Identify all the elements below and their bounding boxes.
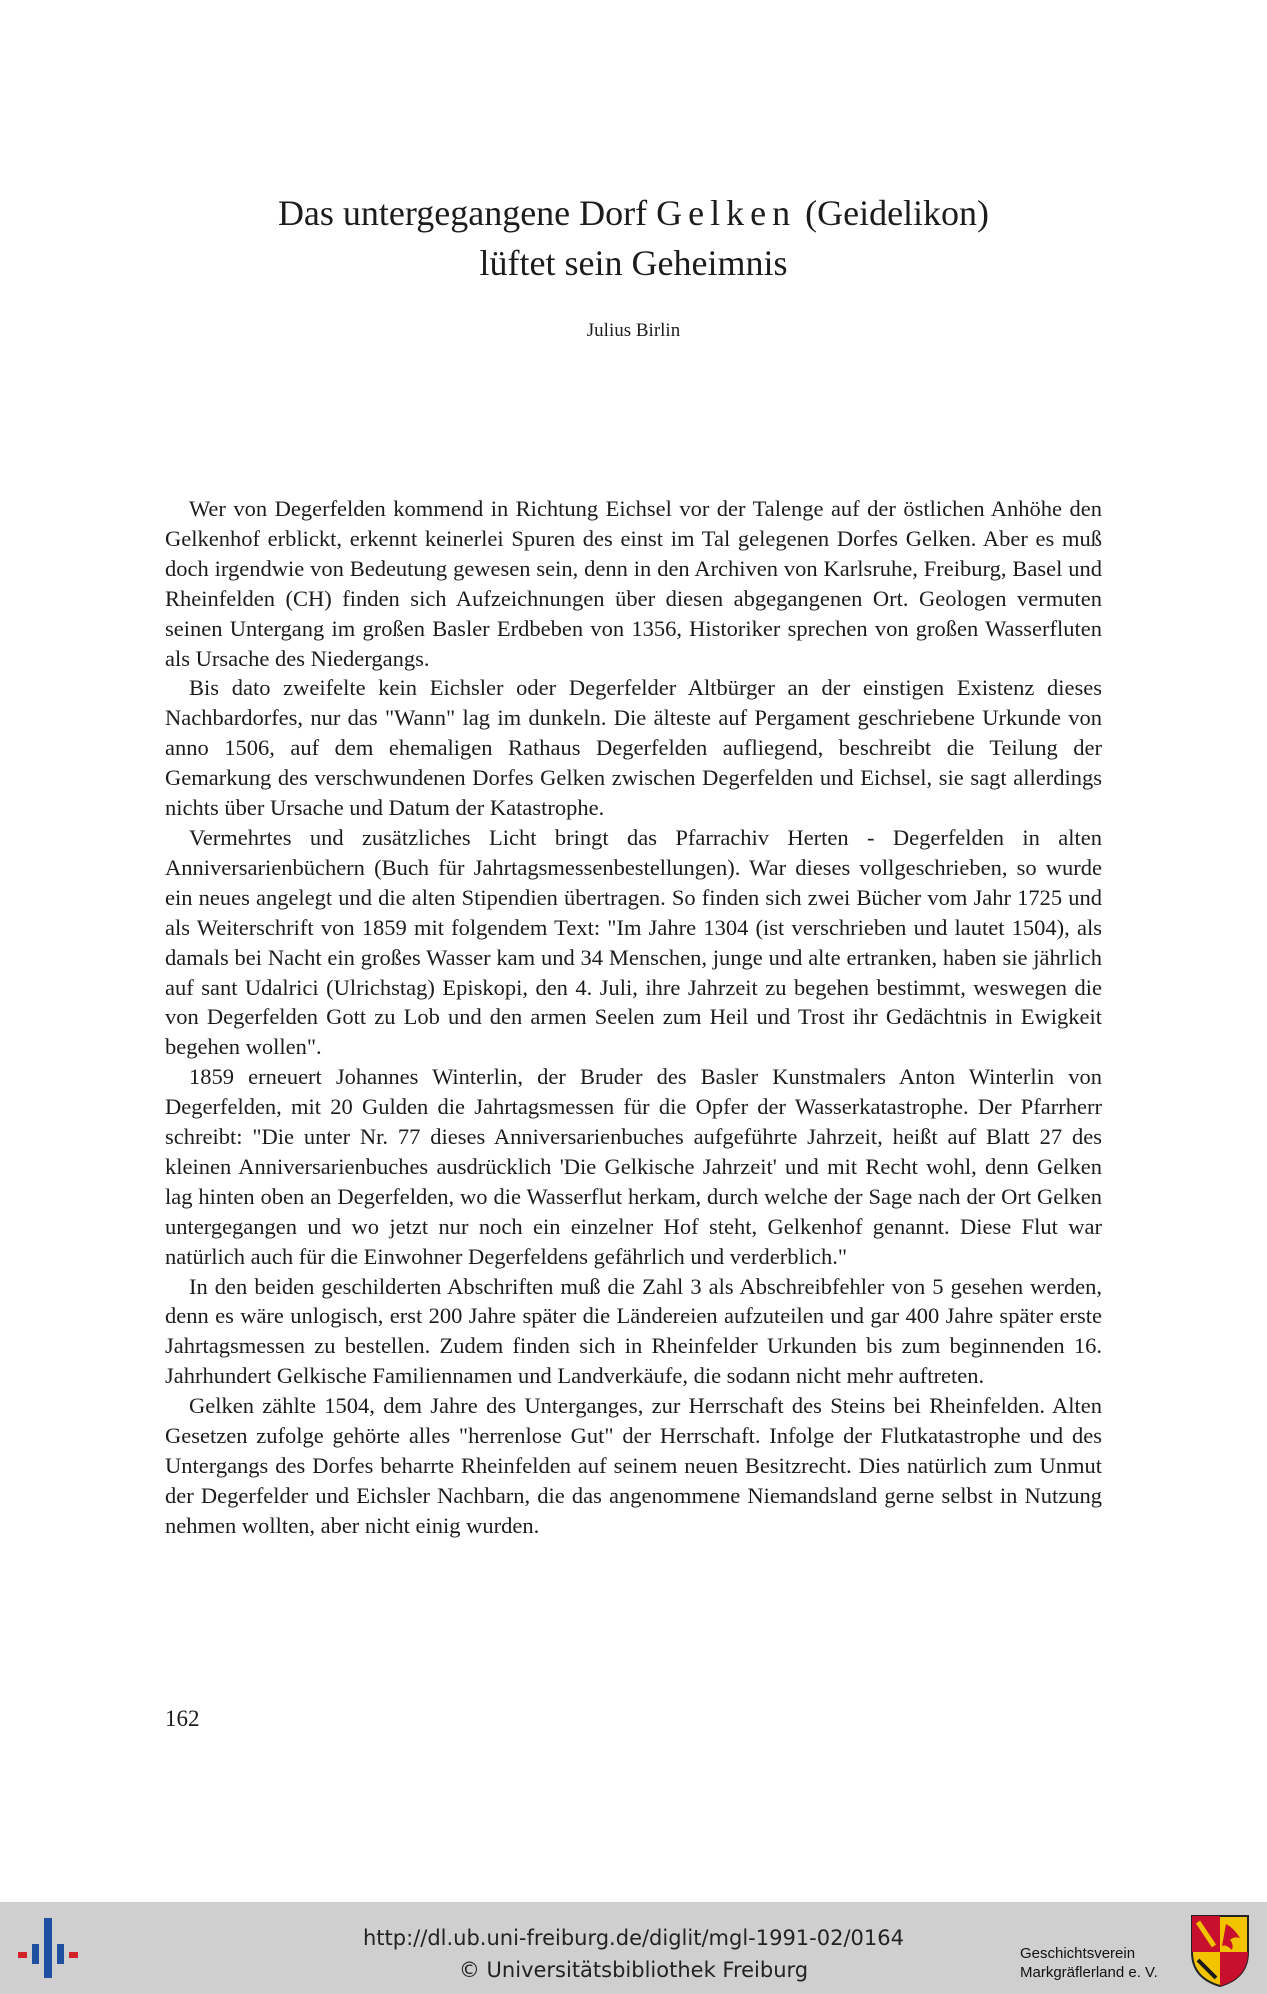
paragraph: Wer von Degerfelden kommend in Richtung Eichsel vor der Talenge auf der östlichen Anhöhe den Gelkenhof erblickt, erkennt keinerlei Spuren des einst im Tal gelegenen Dorfes Gelken. Aber es muß doch irgendwie von Bedeutung gewesen sein, denn in den Archiven von Karlsruhe, Freiburg, Basel und Rheinfelden (CH) finden sich Aufzeichnungen über diesen abgegangenen Ort. Geologen vermuten seinen Untergang im großen Basler Erdbeben von 1356, Historiker sprechen von großen Wasserfluten als Ursache des Niedergangs. [165,496,1102,671]
society-line-1: Geschichtsverein [1020,1945,1136,1962]
society-name [1020,1944,1158,1982]
footer-copyright: © Universitätsbibliothek Freiburg [458,1958,809,1982]
title-line-1 [0,188,1267,238]
title-line-1-post: (Geidelikon) [796,193,990,233]
footer-bar [0,1902,1267,1994]
title-village-name: Gelken [656,193,797,233]
article-title [0,188,1267,288]
page-number: 162 [165,1706,200,1731]
paragraph: Gelken zählte 1504, dem Jahre des Unterganges, zur Herrschaft des Steins bei Rheinfelden. Alten Gesetzen zufolge gehörte alles "herrenlose Gut" der Herrschaft. Infolge der Flutkatastrophe und des Untergangs des Dorfes beharrte Rheinfelden auf seinem neuen Besitzrecht. Dies natürlich zum Unmut der Degerfelder und Eichsler Nachbarn, die das angenommene Niemandsland gerne selbst in Nutzung nehmen wollten, aber nicht einig wurden. [165,1393,1102,1538]
author-name: Julius Birlin [586,320,681,341]
title-line-2: lüftet sein Geheimnis [479,243,788,283]
paragraph: 1859 erneuert Johannes Winterlin, der Bruder des Basler Kunstmalers Anton Winterlin von Degerfelden, mit 20 Gulden die Jahrtagsmessen für die Opfer der Wasserkatastrophe. Der Pfarrherr schreibt: "Die unter Nr. 77 dieses Anniversarienbuches aufgeführte Jahrzeit, heißt auf Blatt 27 des kleinen Anniversarienbuches ausdrücklich 'Die Gelkische Jahrzeit' und mit Recht wohl, denn Gelken lag hinten oben an Degerfelden, wo die Wasserflut herkam, durch welche der Sage nach der Ort Gelken untergegangen und wo jetzt nur noch ein einzelner Hof steht, Gelkenhof genannt. Diese Flut war natürlich auch für die Einwohner Degerfeldens gefährlich und verderblich." [165,1064,1102,1269]
article-body [165,494,1102,1541]
coat-of-arms-icon [1188,1912,1252,1988]
paragraph: Bis dato zweifelte kein Eichsler oder Degerfelder Altbürger an der einstigen Existenz dieses Nachbardorfes, nur das "Wann" lag im dunkeln. Die älteste auf Pergament geschriebene Urkunde von anno 1506, auf dem ehemaligen Rathaus Degerfelden aufliegend, beschreibt die Teilung der Gemarkung des verschwundenen Dorfes Gelken zwischen Degerfelden und Eichsel, sie sagt allerdings nichts über Ursache und Datum der Katastrophe. [165,675,1102,821]
society-line-2: Markgräflerland e. V. [1020,1964,1158,1981]
footer-url-link[interactable]: http://dl.ub.uni-freiburg.de/diglit/mgl-1991-02/0164 [362,1926,904,1950]
paragraph: In den beiden geschilderten Abschriften muß die Zahl 3 als Abschreibfehler von 5 gesehen werden, denn es wäre unlogisch, erst 200 Jahre später die Ländereien aufzuteilen und gar 400 Jahre später erste Jahrtagsmessen zu bestellen. Zudem finden sich in Rheinfelder Urkunden bis zum beginnenden 16. Jahrhundert Gelkische Familiennamen und Landverkäufe, die sodann nicht mehr auftreten. [165,1273,1102,1389]
title-line-1-pre: Das untergegangene Dorf [277,193,657,233]
paragraph: Vermehrtes und zusätzliches Licht bringt das Pfarrachiv Herten - Degerfelden in alten Anniversarienbüchern (Buch für Jahrtagsmessenbestellungen). War dieses vollgeschrieben, so wurde ein neues angelegt und die alten Stipendien übertragen. So finden sich zwei Bücher vom Jahr 1725 und als Weiterschrift von 1859 mit folgendem Text: "Im Jahre 1304 (ist verschrieben und lautet 1504), als damals bei Nacht ein großes Wasser kam und 34 Menschen, junge und alte ertranken, haben sie jährlich auf sant Udalrici (Ulrichstag) Episkopi, den 4. Juli, ihre Jahrzeit zu begehen bestimmt, weswegen die von Degerfelden Gott zu Lob und den armen Seelen zum Heil und Trost ihr Gedächtnis in Ewigkeit begehen wollen". [165,824,1102,1060]
